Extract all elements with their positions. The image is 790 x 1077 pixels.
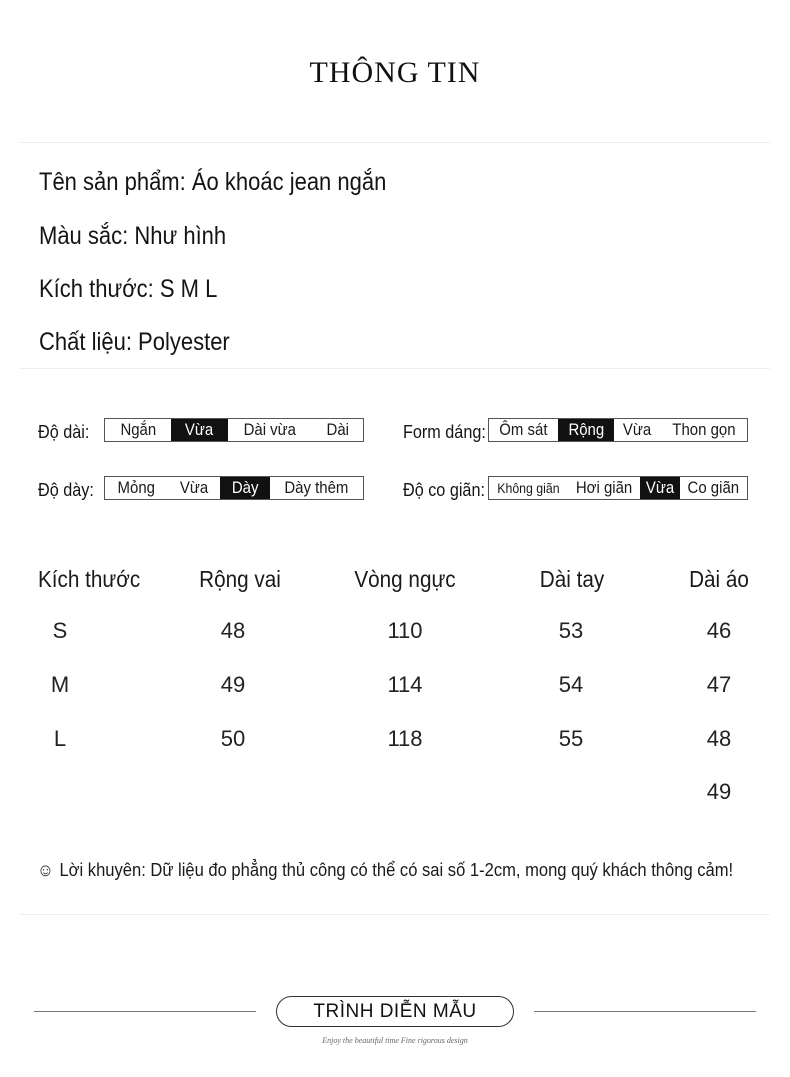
thickness-option [168,477,220,499]
thickness-scale [104,476,364,500]
form-option-label: Rộng [568,420,604,439]
table-cell: 110 [387,618,423,643]
table-cell: S [52,618,68,643]
thickness-option-label: Mỏng [117,478,156,497]
footer-line-right [534,1011,756,1012]
stretch-option [640,477,680,499]
form-option [489,419,558,441]
stretch-scale [488,476,748,500]
advice-text: Lời khuyên: Dữ liệu đo phẳng thủ công có thể có sai số 1-2cm, mong quý khách thông cảm! [59,860,734,880]
length-option [228,419,313,441]
table-cell: 55 [558,726,584,751]
length-option-label: Vừa [185,420,214,439]
stretch-option-label: Co giãn [687,478,740,497]
table-header-size: Kích thước [38,566,141,592]
table-cell: 54 [558,672,584,697]
product-color: Màu sắc: Như hình [39,222,227,250]
advice-note [37,860,733,881]
table-cell: 47 [706,672,732,697]
form-option-label: Ôm sát [499,420,548,439]
table-cell: 50 [220,726,246,751]
stretch-option [680,477,747,499]
table-cell: L [53,726,67,751]
table-header-shoulder: Rộng vai [199,566,281,592]
form-scale [488,418,748,442]
thickness-label: Độ dày: [38,480,94,500]
stretch-option [568,477,640,499]
divider [20,368,770,369]
table-cell: 48 [706,726,732,751]
stretch-option [489,477,568,499]
product-name: Tên sản phẩm: Áo khoác jean ngắn [39,168,387,196]
table-cell: 48 [220,618,246,643]
table-header-chest: Vòng ngực [354,566,456,592]
form-option [558,419,613,441]
stretch-option-label: Hơi giãn [575,478,633,497]
length-scale [104,418,364,442]
table-cell: 49 [706,779,732,804]
length-option-label: Dài vừa [243,420,297,439]
table-cell: 53 [558,618,584,643]
length-option [171,419,228,441]
length-option [312,419,363,441]
form-option-label: Thon gọn [672,420,736,439]
stretch-option-label: Không giãn [497,480,560,496]
form-option [661,419,747,441]
page-title: THÔNG TIN [309,56,481,89]
stretch-option-label: Vừa [646,478,675,497]
smile-icon: ☺ [37,860,54,880]
table-cell: M [50,672,70,697]
length-option-label: Dài [326,420,349,439]
table-cell: 46 [706,618,732,643]
length-label: Độ dài: [38,422,90,442]
form-label: Form dáng: [403,422,486,442]
form-option-label: Vừa [622,420,652,439]
divider [20,142,770,143]
table-cell: 114 [387,672,423,697]
length-option-label: Ngắn [119,420,156,439]
thickness-option-label: Vừa [179,478,208,497]
footer-tagline: Enjoy the beautiful time Fine rigorous design [322,1036,468,1045]
thickness-option-label: Dày thêm [284,478,349,497]
stretch-label: Độ co giãn: [403,480,485,500]
table-cell: 118 [387,726,423,751]
thickness-option [270,477,363,499]
product-size: Kích thước: S M L [39,275,218,303]
length-option [105,419,171,441]
form-option [614,419,661,441]
model-show-button[interactable]: TRÌNH DIỄN MẪU [276,996,514,1027]
thickness-option [220,477,270,499]
thickness-option-label: Dày [231,478,259,497]
table-cell: 49 [220,672,246,697]
footer-line-left [34,1011,256,1012]
divider [20,914,770,915]
table-header-length: Dài áo [689,566,749,592]
table-header-sleeve: Dài tay [539,566,605,592]
product-material: Chất liệu: Polyester [39,328,230,356]
thickness-option [105,477,168,499]
